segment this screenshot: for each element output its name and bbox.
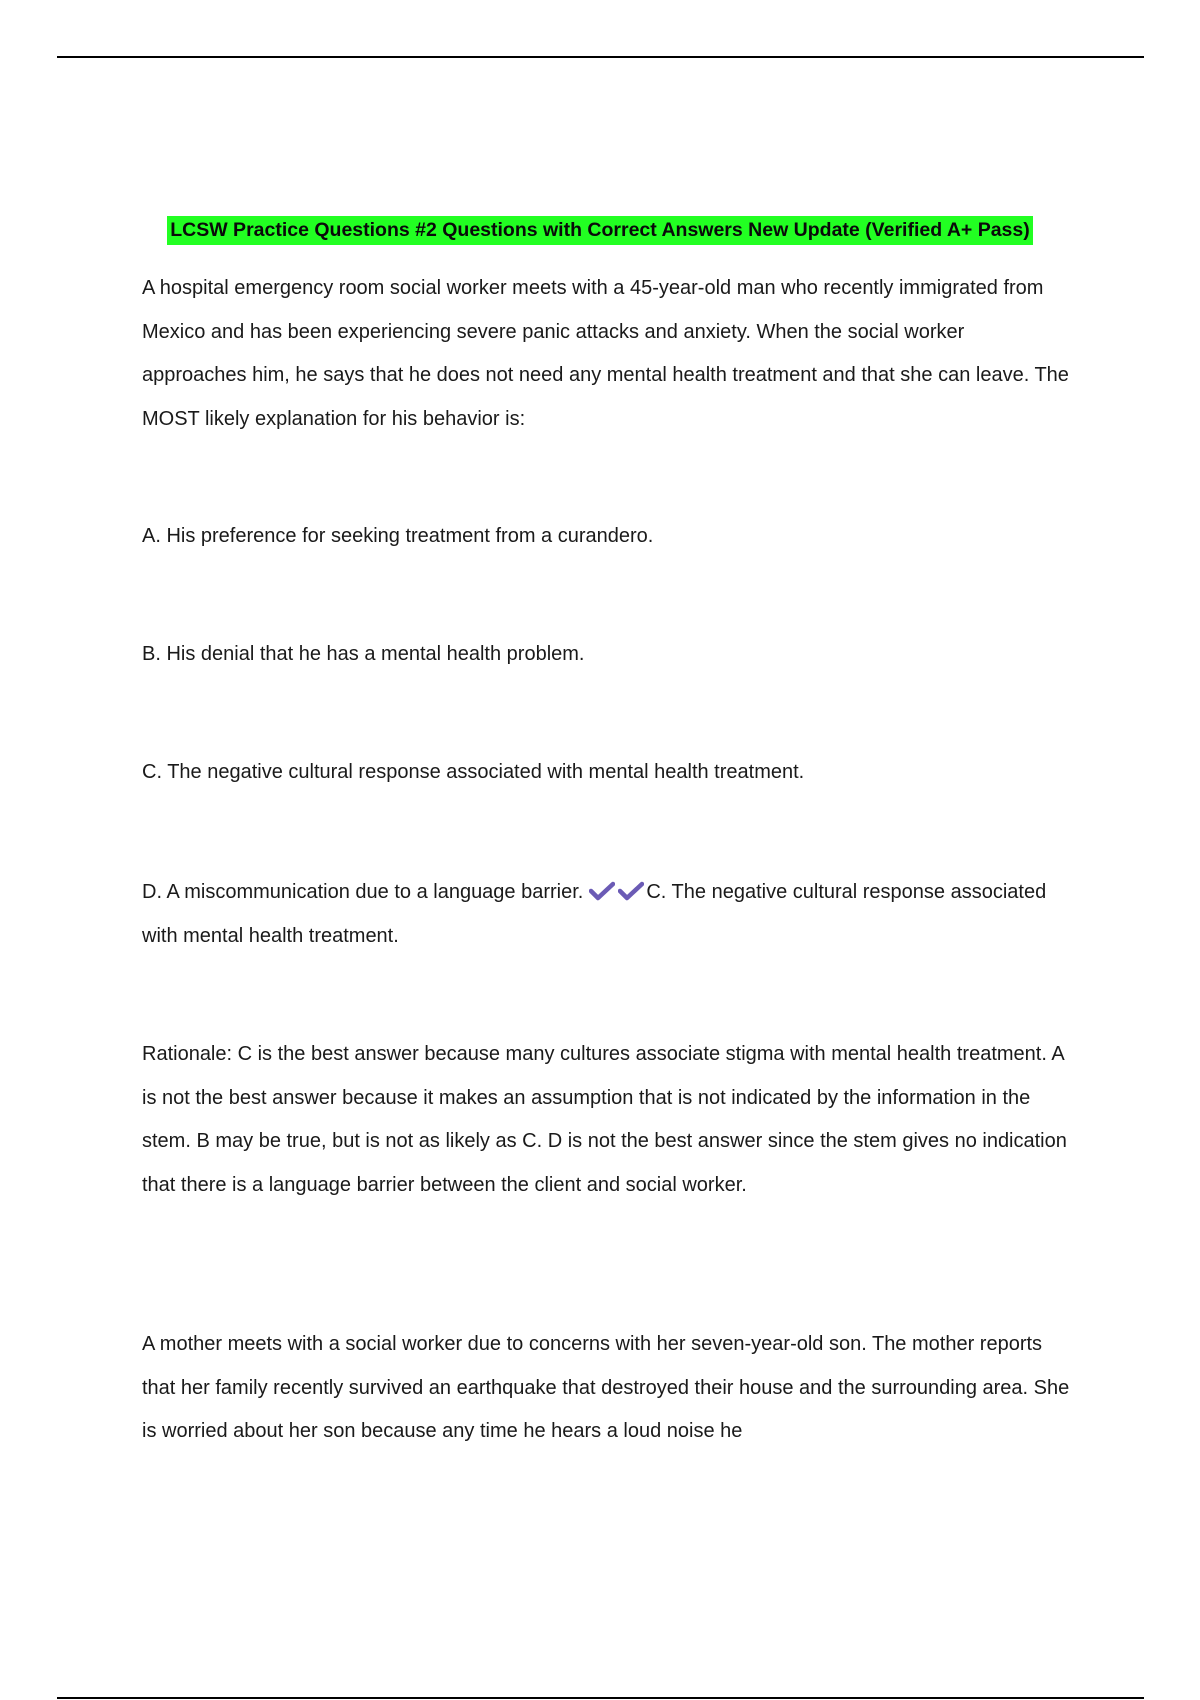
option-c: C. The negative cultural response associated with mental health treatment.: [142, 761, 805, 783]
question-1-stem: A hospital emergency room social worker meets with a 45-year-old man who recently immigrated from Mexico and has been experiencing severe panic attacks and anxiety. When the social worker approaches him, he says that he does not need any mental health treatment and that she can leave. The MOST likely explanation for his behavior is:: [142, 277, 1069, 430]
question-2-stem: A mother meets with a social worker due to concerns with her seven-year-old son. The mother reports that her family recently survived an earthquake that destroyed their house and the surrounding area. She is worried about her son because any time he hears a loud noise he: [142, 1333, 1070, 1442]
document-title: LCSW Practice Questions #2 Questions with Correct Answers New Update (Verified A+ Pass): [167, 216, 1033, 245]
option-d: D. A miscommunication due to a language barrier.: [142, 881, 584, 903]
option-a: A. His preference for seeking treatment from a curandero.: [142, 525, 654, 547]
option-b: B. His denial that he has a mental health problem.: [142, 643, 585, 665]
correct-answer: C. The negative cultural response associated with mental health treatment.: [142, 881, 1047, 947]
bottom-rule: [57, 1697, 1144, 1699]
rationale: Rationale: C is the best answer because many cultures associate stigma with mental health treatment. A is not the best answer because it makes an assumption that is not indicated by the information in the stem. B may be true, but is not as likely as C. D is not the best answer since the stem gives no indication that there is a language barrier between the client and social worker.: [142, 1043, 1067, 1196]
option-d-with-answer: [142, 871, 1072, 958]
check-mark-icon: [589, 881, 615, 901]
check-mark-icon: [618, 881, 644, 901]
top-rule: [57, 56, 1144, 58]
title-block: [0, 216, 1200, 245]
